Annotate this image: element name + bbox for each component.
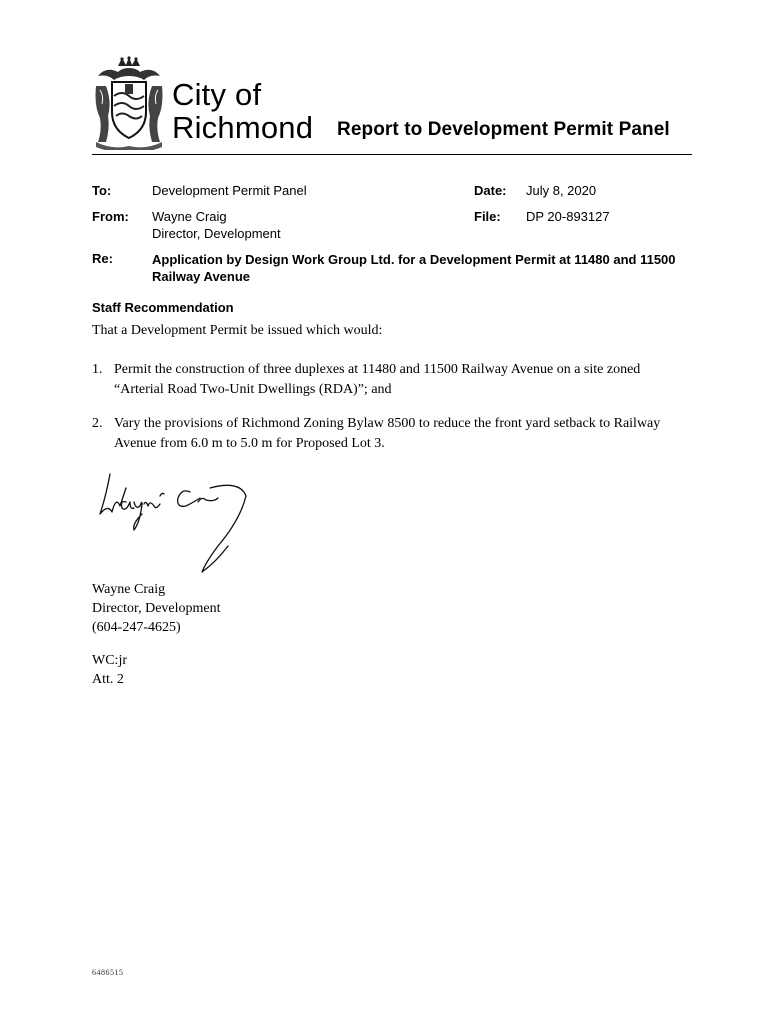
- to-value: Development Permit Panel: [152, 183, 307, 198]
- document-id: 6486515: [92, 968, 124, 977]
- logo-richmond: Richmond: [172, 110, 314, 145]
- logo-city-of: City of: [172, 77, 262, 112]
- recommendation-item-text: Vary the provisions of Richmond Zoning Bylaw 8500 to reduce the front yard setback to Railway Avenue from 6.0 m to 5.0 m for Proposed Lot 3.: [114, 416, 661, 451]
- re-label: Re:: [92, 251, 113, 266]
- recommendation-intro: That a Development Permit be issued which would:: [92, 323, 383, 338]
- handwritten-signature: [90, 466, 260, 584]
- to-label: To:: [92, 183, 112, 198]
- from-title: Director, Development: [152, 226, 281, 241]
- recommendation-item-number: 2.: [92, 416, 103, 431]
- from-name: Wayne Craig: [152, 209, 227, 224]
- city-crest-logo: [92, 56, 166, 150]
- recommendation-item-number: 1.: [92, 362, 103, 377]
- recommendation-item-text: Permit the construction of three duplexes at 11480 and 11500 Railway Avenue on a site zoned “Arterial Road Two-Unit Dwellings (RDA)”; and: [114, 362, 641, 397]
- from-label: From:: [92, 209, 129, 224]
- date-value: July 8, 2020: [526, 183, 597, 198]
- report-title: Report to Development Permit Panel: [337, 119, 670, 140]
- author-initials: WC:jr: [92, 653, 127, 668]
- signatory-title: Director, Development: [92, 601, 221, 616]
- file-label: File:: [474, 209, 501, 224]
- signatory-name: Wayne Craig: [92, 582, 166, 597]
- staff-recommendation-heading: Staff Recommendation: [92, 300, 234, 315]
- file-value: DP 20-893127: [526, 209, 610, 224]
- attachments-count: Att. 2: [92, 672, 124, 687]
- re-subject: Application by Design Work Group Ltd. for a Development Permit at 11480 and 11500 Railway Avenue: [152, 252, 676, 284]
- signatory-phone: (604-247-4625): [92, 620, 181, 635]
- header-divider: [92, 154, 692, 155]
- date-label: Date:: [474, 183, 507, 198]
